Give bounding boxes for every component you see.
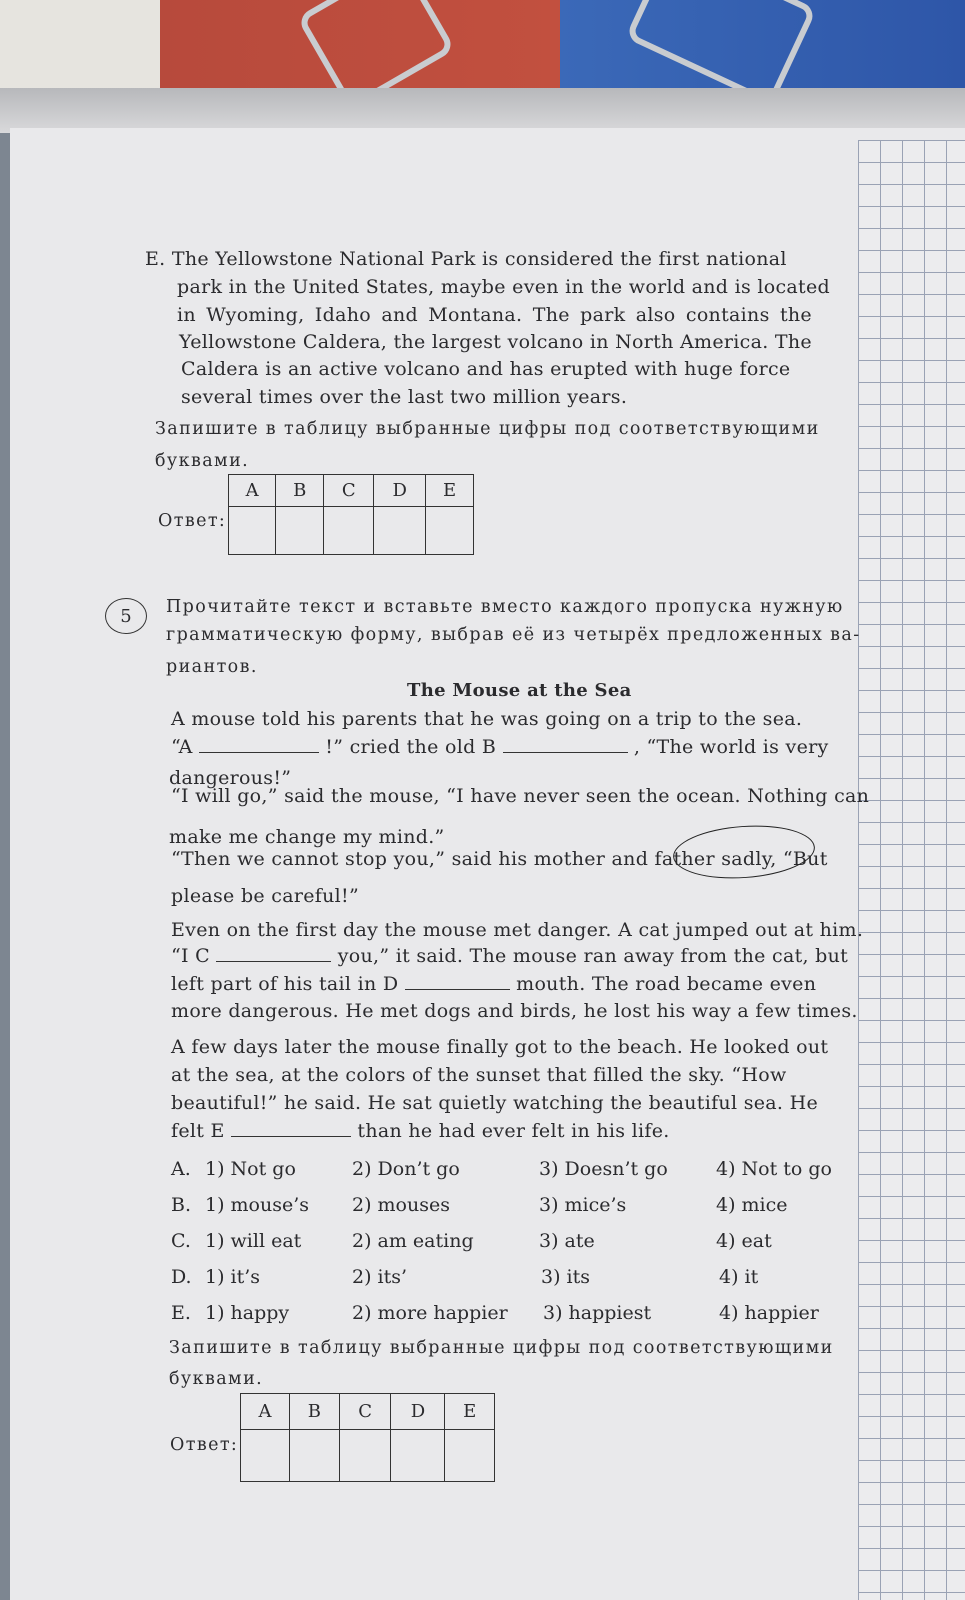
header-b: B xyxy=(276,475,324,507)
pen-circle-mark xyxy=(671,821,816,883)
option-a-3[interactable]: 3) Doesn’t go xyxy=(539,1158,668,1180)
option-b-3[interactable]: 3) mice’s xyxy=(539,1194,627,1216)
option-c-2[interactable]: 2) am eating xyxy=(352,1230,474,1252)
answer-cell-a[interactable] xyxy=(229,507,276,555)
answer-cell-a[interactable] xyxy=(241,1430,290,1482)
answer-cell-d[interactable] xyxy=(374,507,426,555)
header-e: E xyxy=(445,1394,495,1430)
option-e-1[interactable]: 1) happy xyxy=(205,1302,290,1324)
option-row-a xyxy=(171,1156,871,1182)
task-5-instruction-1: Прочитайте текст и вставьте вместо каждого пропуска нужную xyxy=(166,597,844,617)
header-c: C xyxy=(339,1394,391,1430)
story-line-15-end: than he had ever felt in his life. xyxy=(357,1120,670,1142)
option-letter-e: E. xyxy=(171,1302,191,1324)
answer-label-2: Ответ: xyxy=(170,1435,239,1455)
option-e-3[interactable]: 3) happiest xyxy=(543,1302,652,1324)
option-letter-b: B. xyxy=(171,1194,192,1216)
story-line-10-end: mouth. The road became even xyxy=(516,973,817,995)
task-number-badge xyxy=(105,598,147,634)
story-line-15 xyxy=(171,1118,670,1144)
option-a-4[interactable]: 4) Not to go xyxy=(716,1158,832,1180)
story-line-4: “I will go,” said the mouse, “I have never seen the ocean. Nothing can xyxy=(171,785,870,807)
section-e-line-4: Yellowstone Caldera, the largest volcano in North America. The xyxy=(179,331,812,353)
answer-table-1 xyxy=(228,474,474,555)
instruction-1-line-1: Запишите в таблицу выбранные цифры под соответствующими xyxy=(155,419,820,439)
story-line-11: more dangerous. He met dogs and birds, he lost his way a few times. xyxy=(171,1000,858,1022)
story-line-10 xyxy=(171,971,816,997)
section-e-line-6: several times over the last two million years. xyxy=(181,386,628,408)
story-line-2-end: , “The world is very xyxy=(633,736,829,758)
answer-cell-e[interactable] xyxy=(445,1430,495,1482)
header-a: A xyxy=(229,475,276,507)
story-line-9-end: you,” it said. The mouse ran away from the cat, but xyxy=(337,945,849,967)
gap-c-blank[interactable] xyxy=(216,961,331,962)
option-d-3[interactable]: 3) its xyxy=(541,1266,591,1288)
header-c: C xyxy=(324,475,374,507)
story-line-9 xyxy=(171,943,848,969)
option-a-1[interactable]: 1) Not go xyxy=(205,1158,296,1180)
gap-a-prefix: “A xyxy=(171,736,193,758)
header-b: B xyxy=(289,1394,339,1430)
answer-label-1: Ответ: xyxy=(158,511,227,531)
gap-b-blank[interactable] xyxy=(503,752,628,753)
gap-e-blank[interactable] xyxy=(231,1136,351,1137)
answer-cell-b[interactable] xyxy=(289,1430,339,1482)
option-row-e xyxy=(171,1300,871,1326)
header-d: D xyxy=(391,1394,445,1430)
option-letter-d: D. xyxy=(171,1266,192,1288)
answer-cell-c[interactable] xyxy=(339,1430,391,1482)
option-b-4[interactable]: 4) mice xyxy=(716,1194,788,1216)
answer-cell-c[interactable] xyxy=(324,507,374,555)
section-e-line-3: in Wyoming, Idaho and Montana. The park also contains the xyxy=(177,304,812,326)
option-d-4[interactable]: 4) it xyxy=(719,1266,759,1288)
story-line-14: beautiful!” he said. He sat quietly watching the beautiful sea. He xyxy=(171,1092,819,1114)
section-e-line-1: E. The Yellowstone National Park is considered the first national xyxy=(145,248,787,270)
option-d-2[interactable]: 2) its’ xyxy=(352,1266,408,1288)
gap-b-prefix: !” cried the old B xyxy=(325,736,497,758)
task-5-instruction-2: грамматическую форму, выбрав её из четырёх предложенных ва- xyxy=(166,625,861,645)
option-c-3[interactable]: 3) ate xyxy=(539,1230,595,1252)
instruction-2-line-2: буквами. xyxy=(169,1369,264,1389)
instruction-1-line-2: буквами. xyxy=(155,451,250,471)
story-line-13: at the sea, at the colors of the sunset that filled the sky. “How xyxy=(171,1064,787,1086)
story-line-3: dangerous!” xyxy=(169,767,292,789)
option-row-b xyxy=(171,1192,871,1218)
gap-d-blank[interactable] xyxy=(405,989,510,990)
story-line-12: A few days later the mouse finally got to the beach. He looked out xyxy=(171,1036,829,1058)
option-row-d xyxy=(171,1264,871,1290)
story-line-8: Even on the first day the mouse met danger. A cat jumped out at him. xyxy=(171,919,864,941)
task-5-instruction-3: риантов. xyxy=(166,657,258,677)
option-letter-c: C. xyxy=(171,1230,191,1252)
option-c-1[interactable]: 1) will eat xyxy=(205,1230,302,1252)
instruction-2-line-1: Запишите в таблицу выбранные цифры под соответствующими xyxy=(169,1338,834,1358)
answer-cell-e[interactable] xyxy=(426,507,474,555)
header-d: D xyxy=(374,475,426,507)
answer-cell-b[interactable] xyxy=(276,507,324,555)
story-title: The Mouse at the Sea xyxy=(407,680,632,701)
header-e: E xyxy=(426,475,474,507)
header-a: A xyxy=(241,1394,290,1430)
gap-e-prefix: felt E xyxy=(171,1120,225,1142)
section-e-line-5: Caldera is an active volcano and has erupted with huge force xyxy=(181,358,791,380)
section-e-line-2: park in the United States, maybe even in the world and is located xyxy=(177,276,830,298)
story-line-7: please be careful!” xyxy=(171,885,359,907)
option-a-2[interactable]: 2) Don’t go xyxy=(352,1158,460,1180)
story-line-1: A mouse told his parents that he was going on a trip to the sea. xyxy=(171,708,803,730)
gap-a-blank[interactable] xyxy=(199,752,319,753)
gap-d-prefix: left part of his tail in D xyxy=(171,973,399,995)
story-line-6: “Then we cannot stop you,” said his mother and father sadly, “But xyxy=(171,848,828,870)
option-c-4[interactable]: 4) eat xyxy=(716,1230,772,1252)
story-line-5: make me change my mind.” xyxy=(169,826,445,848)
option-e-4[interactable]: 4) happier xyxy=(719,1302,819,1324)
option-e-2[interactable]: 2) more happier xyxy=(352,1302,508,1324)
option-row-c xyxy=(171,1228,871,1254)
option-b-1[interactable]: 1) mouse’s xyxy=(205,1194,310,1216)
option-b-2[interactable]: 2) mouses xyxy=(352,1194,450,1216)
task-number: 5 xyxy=(120,605,132,627)
answer-cell-d[interactable] xyxy=(391,1430,445,1482)
gap-c-prefix: “I C xyxy=(171,945,210,967)
answer-table-2 xyxy=(240,1393,495,1482)
option-d-1[interactable]: 1) it’s xyxy=(205,1266,261,1288)
option-letter-a: A. xyxy=(171,1158,191,1180)
story-line-2 xyxy=(171,734,829,760)
